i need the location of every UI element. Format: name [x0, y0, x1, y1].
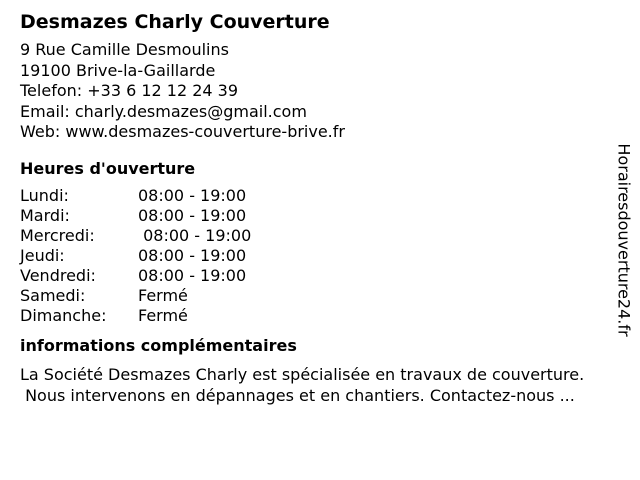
- website-url: Web: www.desmazes-couverture-brive.fr: [20, 122, 345, 141]
- hours-row: [20, 206, 610, 226]
- hours-day: Jeudi:: [20, 245, 65, 265]
- street-address: 9 Rue Camille Desmoulins: [20, 40, 229, 59]
- hours-row: [20, 226, 610, 246]
- address-block: [20, 40, 610, 143]
- site-watermark: Horairesdouverture24.fr: [614, 143, 634, 337]
- hours-day: Lundi:: [20, 185, 69, 205]
- opening-hours-table: [20, 186, 610, 326]
- hours-day: Samedi:: [20, 285, 86, 305]
- hours-row: [20, 246, 610, 266]
- hours-day: Dimanche:: [20, 305, 107, 325]
- hours-row: [20, 286, 610, 306]
- hours-row: [20, 186, 610, 206]
- hours-day: Vendredi:: [20, 265, 96, 285]
- business-card: [20, 8, 610, 406]
- opening-hours-title: Heures d'ouverture: [20, 158, 196, 178]
- hours-time: 08:00 - 19:00: [138, 185, 247, 205]
- hours-row: [20, 266, 610, 286]
- hours-time: 08:00 - 19:00: [138, 205, 247, 225]
- description-line: La Société Desmazes Charly est spécialisée en travaux de couverture.: [20, 364, 585, 384]
- email-address: Email: charly.desmazes@gmail.com: [20, 101, 307, 121]
- description-line: Nous intervenons en dépannages et en chantiers. Contactez-nous ...: [20, 385, 575, 405]
- additional-info-title: informations complémentaires: [20, 335, 297, 355]
- additional-info-text: [20, 364, 610, 406]
- hours-time: 08:00 - 19:00: [138, 245, 247, 265]
- hours-time: Fermé: [138, 305, 188, 325]
- hours-time: 08:00 - 19:00: [138, 225, 252, 245]
- hours-time: 08:00 - 19:00: [138, 265, 247, 285]
- hours-day: Mardi:: [20, 205, 70, 225]
- city-address: 19100 Brive-la-Gaillarde: [20, 60, 216, 80]
- hours-day: Mercredi:: [20, 225, 95, 245]
- hours-time: Fermé: [138, 285, 188, 305]
- phone-number: Telefon: +33 6 12 12 24 39: [20, 81, 239, 100]
- business-name: Desmazes Charly Couverture: [20, 11, 330, 33]
- hours-row: [20, 306, 610, 326]
